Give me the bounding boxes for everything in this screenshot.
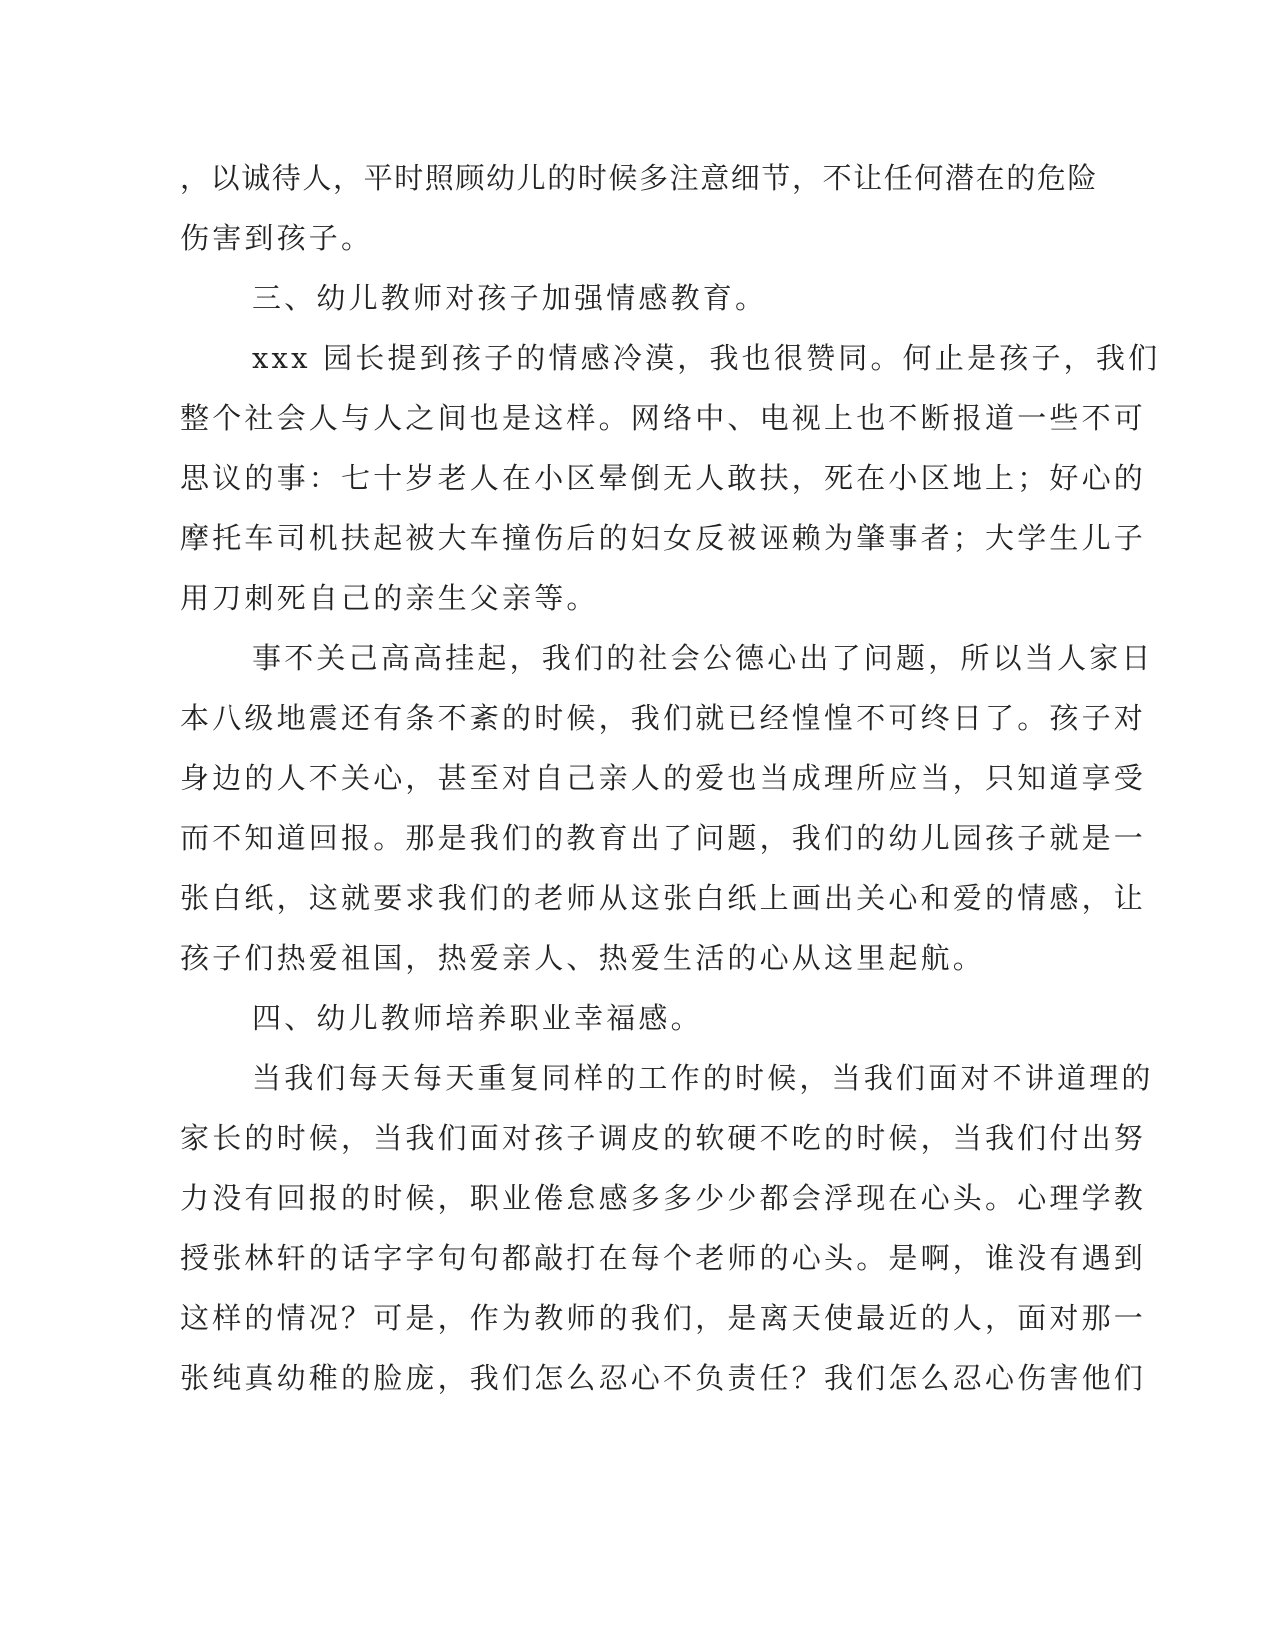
text-line: 张白纸，这就要求我们的老师从这张白纸上画出关心和爱的情感，让 [180,881,1147,915]
text-line: 事不关己高高挂起，我们的社会公德心出了问题，所以当人家日 [252,641,1154,675]
text-line: 用刀刺死自己的亲生父亲等。 [180,581,599,615]
text-line: 力没有回报的时候，职业倦怠感多多少少都会浮现在心头。心理学教 [180,1181,1147,1215]
text-line: 孩子们热爱祖国，热爱亲人、热爱生活的心从这里起航。 [180,941,986,975]
text-line: 家长的时候，当我们面对孩子调皮的软硬不吃的时候，当我们付出努 [180,1121,1147,1155]
text-line: 伤害到孩子。 [180,221,374,255]
text-line: 整个社会人与人之间也是这样。网络中、电视上也不断报道一些不可 [180,401,1147,435]
text-line: xxx 园长提到孩子的情感冷漠，我也很赞同。何止是孩子，我们 [252,341,1161,375]
text-line: 摩托车司机扶起被大车撞伤后的妇女反被诬赖为肇事者；大学生儿子 [180,521,1147,555]
section-heading: 四、幼儿教师培养职业幸福感。 [252,1001,703,1035]
text-line: ，以诚待人，平时照顾幼儿的时候多注意细节，不让任何潜在的危险 [180,161,1099,195]
text-line: 思议的事：七十岁老人在小区晕倒无人敢扶，死在小区地上；好心的 [180,461,1147,495]
document-body [180,148,1161,1408]
text-line: 张纯真幼稚的脸庞，我们怎么忍心不负责任？我们怎么忍心伤害他们 [180,1361,1147,1395]
section-heading: 三、幼儿教师对孩子加强情感教育。 [252,281,768,315]
text-line: 授张林轩的话字字句句都敲打在每个老师的心头。是啊，谁没有遇到 [180,1241,1147,1275]
text-line: 本八级地震还有条不紊的时候，我们就已经惶惶不可终日了。孩子对 [180,701,1147,735]
text-line: 当我们每天每天重复同样的工作的时候，当我们面对不讲道理的 [252,1061,1154,1095]
text-line: 这样的情况？可是，作为教师的我们，是离天使最近的人，面对那一 [180,1301,1147,1335]
text-line: 而不知道回报。那是我们的教育出了问题，我们的幼儿园孩子就是一 [180,821,1147,855]
text-line: 身边的人不关心，甚至对自己亲人的爱也当成理所应当，只知道享受 [180,761,1147,795]
